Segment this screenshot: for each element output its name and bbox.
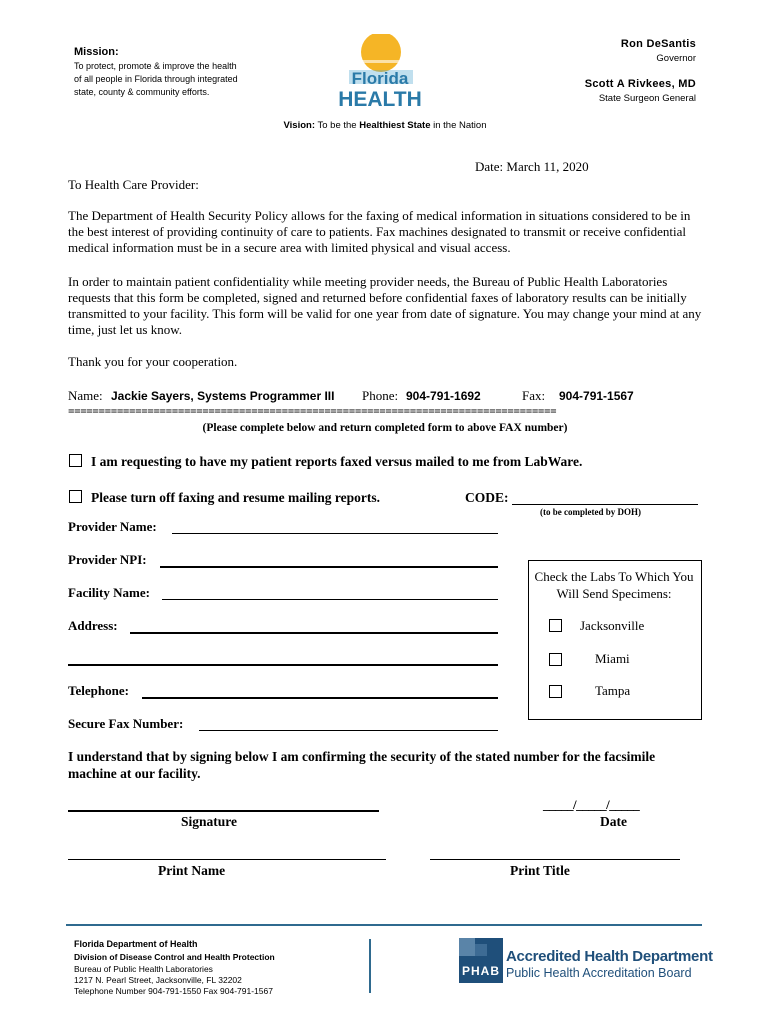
tampa-checkbox[interactable]	[549, 685, 562, 698]
separator-line: ================================================================================	[68, 406, 557, 418]
resume-mail-checkbox[interactable]	[69, 490, 82, 503]
surgeon-general-name: Scott A Rivkees, MD	[584, 78, 696, 90]
contact-phone-label: Phone:	[362, 388, 399, 403]
certification-statement: I understand that by signing below I am confirming the security of the stated number for the facsimile machine at our facility.	[68, 749, 656, 781]
miami-checkbox[interactable]	[549, 653, 562, 666]
footer-phone: Telephone Number 904-791-1550 Fax 904-791-1567	[74, 986, 273, 996]
footer-rule	[66, 924, 702, 926]
code-field[interactable]	[512, 504, 698, 505]
contact-name-label: Name:	[68, 388, 103, 403]
mission-label: Mission:	[74, 46, 119, 58]
mission-text: To protect, promote & improve the health of all people in Florida through integrated state, county & community efforts.	[74, 61, 238, 97]
labs-title: Check the Labs To Which You Will Send Specimens:	[534, 569, 694, 601]
jacksonville-checkbox[interactable]	[549, 619, 562, 632]
address-label: Address:	[68, 618, 118, 633]
footer-division: Division of Disease Control and Health Protection	[74, 952, 275, 962]
letter-date: Date: March 11, 2020	[475, 159, 589, 174]
address-field-1[interactable]	[130, 632, 498, 634]
florida-health-logo	[338, 30, 422, 112]
provider-npi-label: Provider NPI:	[68, 552, 147, 567]
logo-word-health: HEALTH	[338, 88, 422, 111]
footer-divider	[369, 939, 371, 993]
thanks-line: Thank you for your cooperation.	[68, 354, 238, 369]
governor-name: Ron DeSantis	[620, 38, 696, 50]
governor-title: Governor	[656, 53, 696, 64]
address-field-2[interactable]	[68, 664, 498, 666]
signature-label: Signature	[181, 814, 238, 829]
footer-address: 1217 N. Pearl Street, Jacksonville, FL 32202	[74, 975, 242, 985]
secure-fax-field[interactable]	[199, 730, 498, 731]
vision-statement: Vision: To be the Healthiest State in the Nation	[283, 120, 487, 131]
provider-name-field[interactable]	[172, 533, 498, 534]
print-name-field[interactable]	[68, 859, 386, 860]
date-field[interactable]: _____/_____/_____	[543, 797, 640, 812]
code-note: (to be completed by DOH)	[540, 507, 641, 517]
contact-fax-value: 904-791-1567	[559, 389, 634, 403]
print-name-label: Print Name	[158, 863, 226, 878]
logo-word-florida: Florida	[351, 69, 409, 88]
footer-bureau: Bureau of Public Health Laboratories	[74, 964, 213, 974]
footer-org: Florida Department of Health	[74, 939, 198, 949]
form-instruction: (Please complete below and return completed form to above FAX number)	[202, 422, 568, 434]
accreditation-title: Accredited Health Department	[506, 948, 713, 965]
resume-mail-label: Please turn off faxing and resume mailing reports.	[91, 490, 380, 505]
provider-name-label: Provider Name:	[68, 519, 157, 534]
print-title-field[interactable]	[430, 859, 680, 860]
tampa-label: Tampa	[595, 683, 631, 698]
accreditation-board: Public Health Accreditation Board	[506, 966, 692, 980]
signature-field[interactable]	[68, 810, 379, 812]
fax-request-checkbox[interactable]	[69, 454, 82, 467]
paragraph-1: The Department of Health Security Policy allows for the faxing of medical information in situations considered to be in the best interest of providing continuity of care to patients. Fax machines designated to transmit or receive confidential medical information must be in a secure area with limited physical and visual access.	[68, 208, 691, 255]
contact-fax-label: Fax:	[522, 388, 546, 403]
provider-npi-field[interactable]	[160, 566, 498, 568]
phab-logo	[459, 938, 503, 983]
paragraph-2: In order to maintain patient confidentiality while meeting provider needs, the Bureau of Public Health Laboratories requests that this form be completed, signed and returned before confidential faxes of laboratory results can be initially transmitted to your facility. This form will be valid for one year from date of signature. You may change your mind at any time, just let us know.	[68, 274, 702, 337]
telephone-label: Telephone:	[68, 683, 129, 698]
jacksonville-label: Jacksonville	[580, 618, 645, 633]
print-title-label: Print Title	[510, 863, 570, 878]
salutation: To Health Care Provider:	[68, 177, 199, 192]
secure-fax-label: Secure Fax Number:	[68, 716, 184, 731]
surgeon-general-title: State Surgeon General	[598, 93, 696, 104]
phab-letters: PHAB	[461, 964, 501, 978]
facility-name-field[interactable]	[162, 599, 498, 600]
miami-label: Miami	[595, 651, 630, 666]
date-label: Date	[600, 814, 627, 829]
contact-name-value: Jackie Sayers, Systems Programmer III	[111, 389, 335, 403]
facility-name-label: Facility Name:	[68, 585, 150, 600]
contact-phone-value: 904-791-1692	[406, 389, 481, 403]
code-label: CODE:	[465, 490, 509, 505]
telephone-field[interactable]	[142, 697, 498, 699]
fax-request-label: I am requesting to have my patient reports faxed versus mailed to me from LabWare.	[91, 454, 583, 469]
